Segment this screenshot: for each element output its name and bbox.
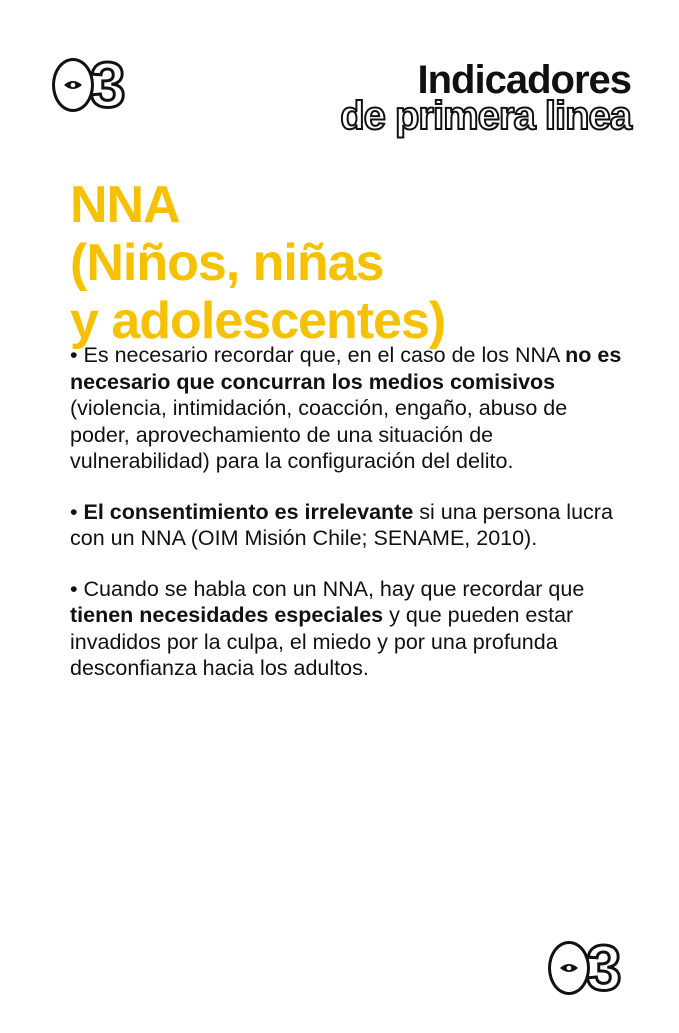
paragraph-text: Cuando se habla con un NNA, hay que recordar que	[77, 576, 585, 601]
page-title	[340, 58, 631, 138]
paragraph-1	[70, 342, 630, 475]
paragraph-text: Es necesario recordar que, en el caso de los NNA	[77, 343, 566, 367]
chapter-digit-zero	[548, 941, 590, 995]
section-heading-line2: (Niños, niñas	[70, 234, 384, 292]
bullet: •	[70, 499, 78, 524]
page-title-line1: Indicadores	[417, 58, 631, 102]
paragraph-text: (violencia, intimidación, coacción, engaño, abuso de poder, aprovechamiento de una situación de vulnerabilidad) para la configuración del delito.	[70, 396, 568, 473]
paragraph-emphasis: tienen necesidades especiales	[70, 603, 384, 627]
section-heading	[70, 176, 630, 350]
page-title-line2: de primera linea	[340, 94, 631, 138]
eye-icon	[559, 962, 579, 974]
chapter-digit-zero	[52, 58, 94, 112]
paragraph-text: y que pueden estar invadidos por la culpa, el miedo y por una profunda desconfianza hacia los adultos.	[70, 603, 574, 680]
chapter-digit-three: 3	[90, 49, 124, 121]
section-heading-line3: y adolescentes)	[70, 292, 446, 350]
paragraph-emphasis: El consentimiento es irrelevante	[83, 499, 414, 524]
paragraph-3	[70, 576, 630, 682]
chapter-digit-three: 3	[586, 932, 620, 1004]
paragraph-2	[70, 499, 630, 552]
chapter-number-top	[52, 49, 124, 121]
paragraph-emphasis: no es necesario que concurran los medios comisivos	[70, 343, 622, 394]
eye-icon	[63, 79, 83, 91]
body-text	[70, 342, 630, 706]
section-heading-line1: NNA	[70, 176, 180, 234]
bullet: •	[70, 576, 78, 601]
bullet: •	[70, 343, 78, 367]
paragraph-text: si una persona lucra con un NNA (OIM Misión Chile; SENAME, 2010).	[70, 499, 613, 550]
chapter-number-bottom	[548, 932, 620, 1004]
